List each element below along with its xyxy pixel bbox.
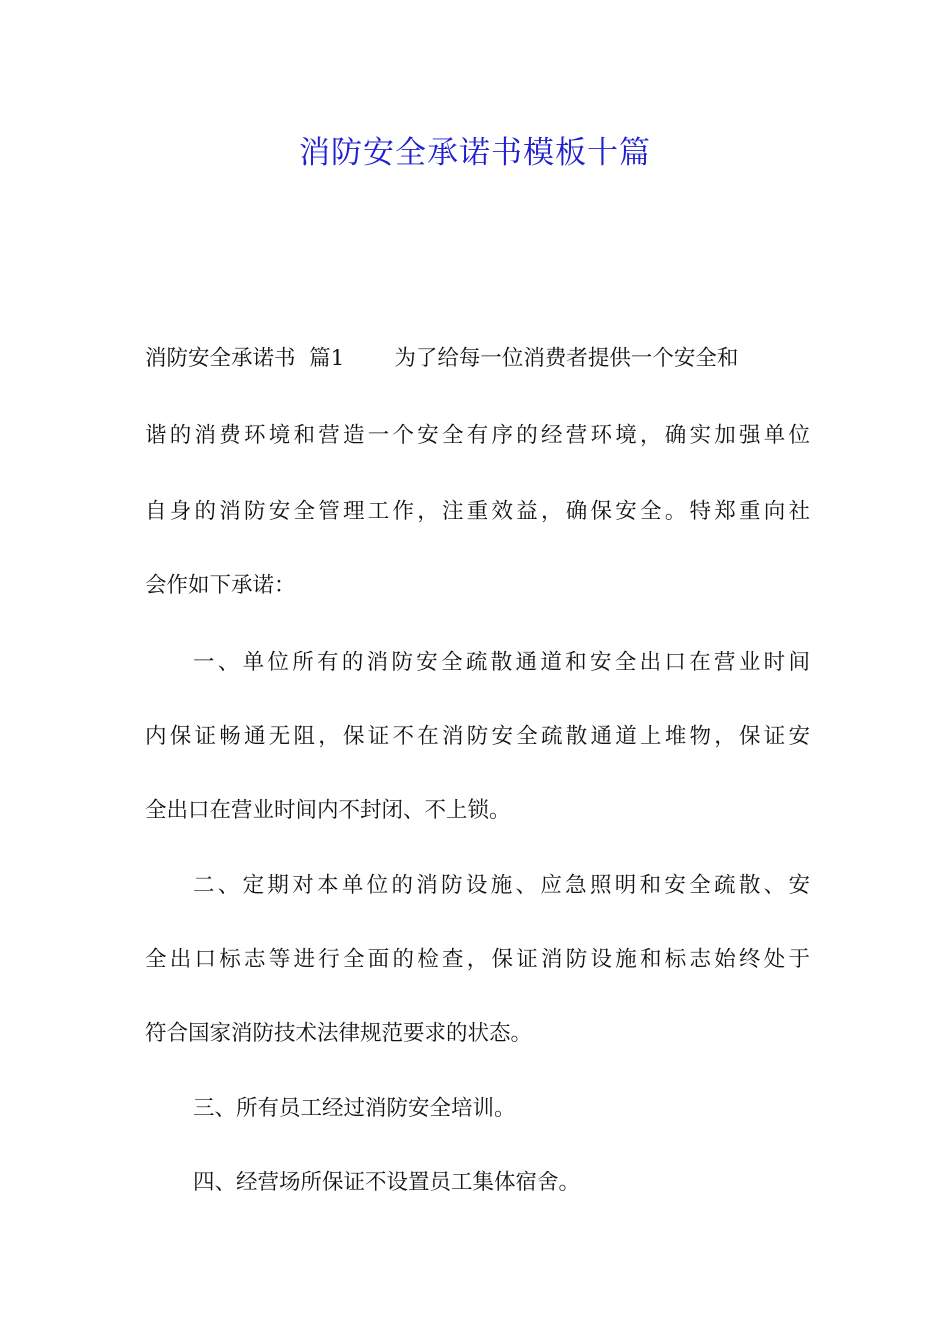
paragraph-line-1 (145, 342, 810, 376)
paragraph-line-6: 内保证畅通无阻，保证不在消防安全疏散通道上堆物，保证安 (145, 724, 810, 749)
paragraph-line-2: 谐的消费环境和营造一个安全有序的经营环境，确实加强单位 (145, 423, 810, 448)
paragraph-line-11: 三、所有员工经过消防安全培训。 (193, 1096, 516, 1121)
paragraph-line-8: 二、定期对本单位的消防设施、应急照明和安全疏散、安 (193, 873, 810, 898)
paragraph-line-3: 自身的消防安全管理工作，注重效益，确保安全。特郑重向社 (145, 499, 810, 524)
paragraph-line-4: 会作如下承诺： (145, 573, 296, 598)
paragraph-line-12: 四、经营场所保证不设置员工集体宿舍。 (193, 1170, 581, 1195)
paragraph-line-5: 一、单位所有的消防安全疏散通道和安全出口在营业时间 (193, 650, 810, 675)
paragraph-line-9: 全出口标志等进行全面的检查，保证消防设施和标志始终处于 (145, 947, 810, 972)
section-heading-label: 消防安全承诺书 篇1 (145, 346, 345, 371)
document-title: 消防安全承诺书模板十篇 (299, 135, 651, 171)
paragraph-line-10: 符合国家消防技术法律规范要求的状态。 (145, 1021, 533, 1046)
paragraph-line-7: 全出口在营业时间内不封闭、不上锁。 (145, 798, 511, 823)
paragraph-text: 为了给每一位消费者提供一个安全和 (394, 346, 739, 371)
